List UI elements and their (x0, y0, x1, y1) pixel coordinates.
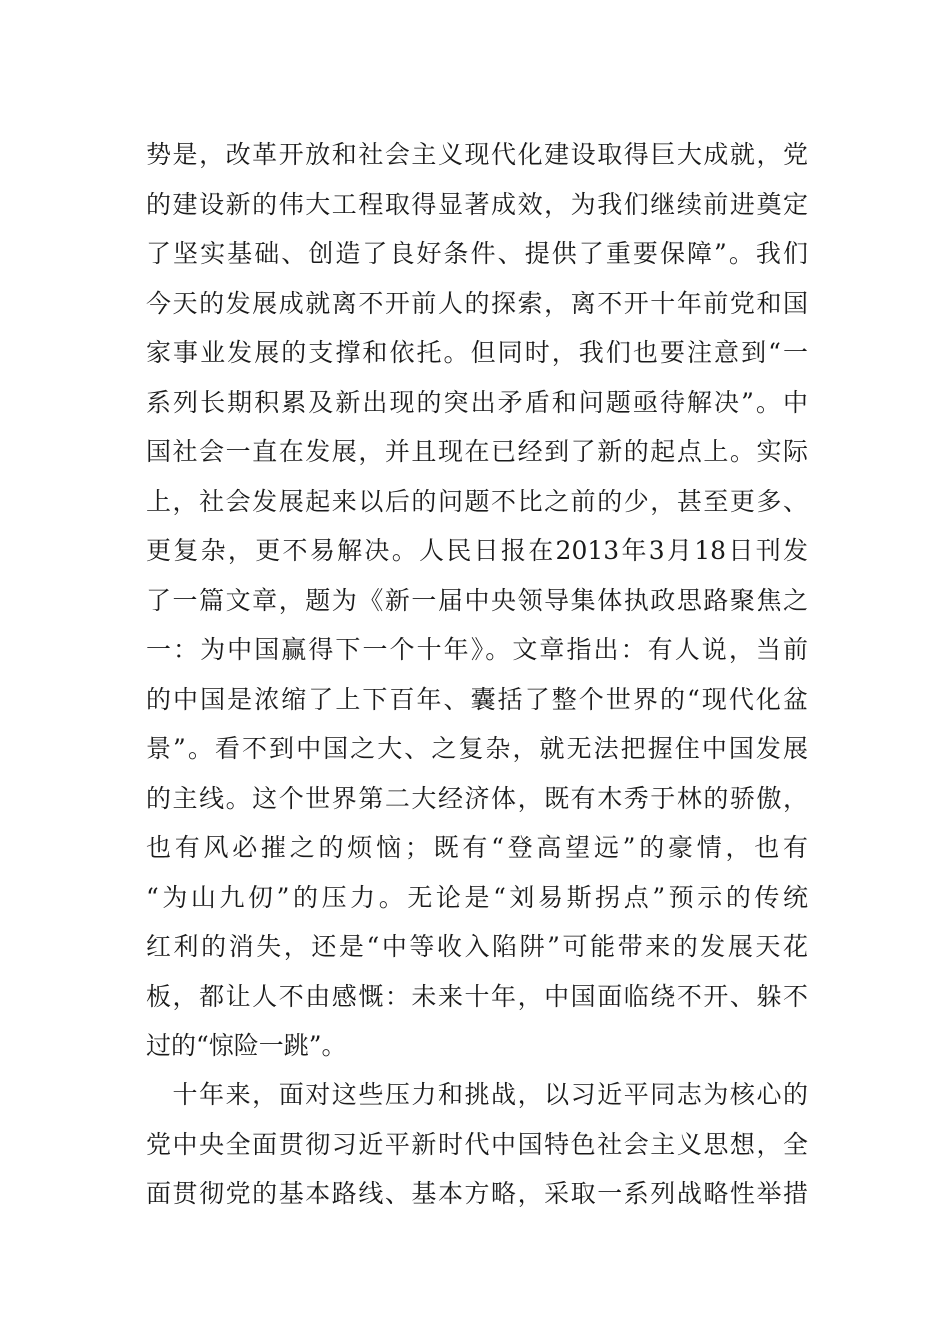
text-line: 了一篇文章，题为《新一届中央领导集体执政思路聚焦之 (146, 585, 808, 615)
text-line: 十年来，面对这些压力和挑战，以习近平同志为核心的 (146, 1080, 808, 1109)
text-line: 的主线。这个世界第二大经济体，既有木秀于林的骄傲， (146, 783, 808, 813)
text-line: 也有风必摧之的烦恼；既有“登高望远”的豪情，也有 (146, 833, 808, 862)
text-line: 国社会一直在发展，并且现在已经到了新的起点上。实际 (146, 437, 808, 466)
text-line: 党中央全面贯彻习近平新时代中国特色社会主义思想，全 (146, 1129, 808, 1159)
text-line: 景”。看不到中国之大、之复杂，就无法把握住中国发展 (146, 734, 808, 763)
paragraph-2 (146, 1070, 808, 1219)
text-line: 一：为中国赢得下一个十年》。文章指出：有人说，当前 (146, 635, 808, 664)
text-line: 了坚实基础、创造了良好条件、提供了重要保障”。我们 (146, 239, 808, 268)
text-line: 更复杂，更不易解决。人民日报在2013年3月18日刊发 (146, 536, 808, 565)
text-line: 面贯彻党的基本路线、基本方略，采取一系列战略性举措 (146, 1179, 808, 1208)
text-line: 上，社会发展起来以后的问题不比之前的少，甚至更多、 (146, 486, 808, 516)
text-line: 家事业发展的支撑和依托。但同时，我们也要注意到“一 (146, 338, 808, 367)
text-line: “为山九仞”的压力。无论是“刘易斯拐点”预示的传统 (146, 882, 808, 912)
text-line: 红利的消失，还是“中等收入陷阱”可能带来的发展天花 (146, 932, 808, 961)
text-line: 过的“惊险一跳”。 (146, 1031, 347, 1060)
text-line: 板，都让人不由感慨：未来十年，中国面临绕不开、躲不 (146, 981, 808, 1011)
paragraph-1 (146, 130, 808, 1071)
text-line: 今天的发展成就离不开前人的探索，离不开十年前党和国 (146, 288, 808, 318)
text-line: 系列长期积累及新出现的突出矛盾和问题亟待解决”。中 (146, 387, 808, 417)
text-line: 的中国是浓缩了上下百年、囊括了整个世界的“现代化盆 (146, 684, 808, 714)
text-line: 的建设新的伟大工程取得显著成效，为我们继续前进奠定 (146, 189, 808, 219)
text-line: 势是，改革开放和社会主义现代化建设取得巨大成就，党 (146, 140, 808, 169)
